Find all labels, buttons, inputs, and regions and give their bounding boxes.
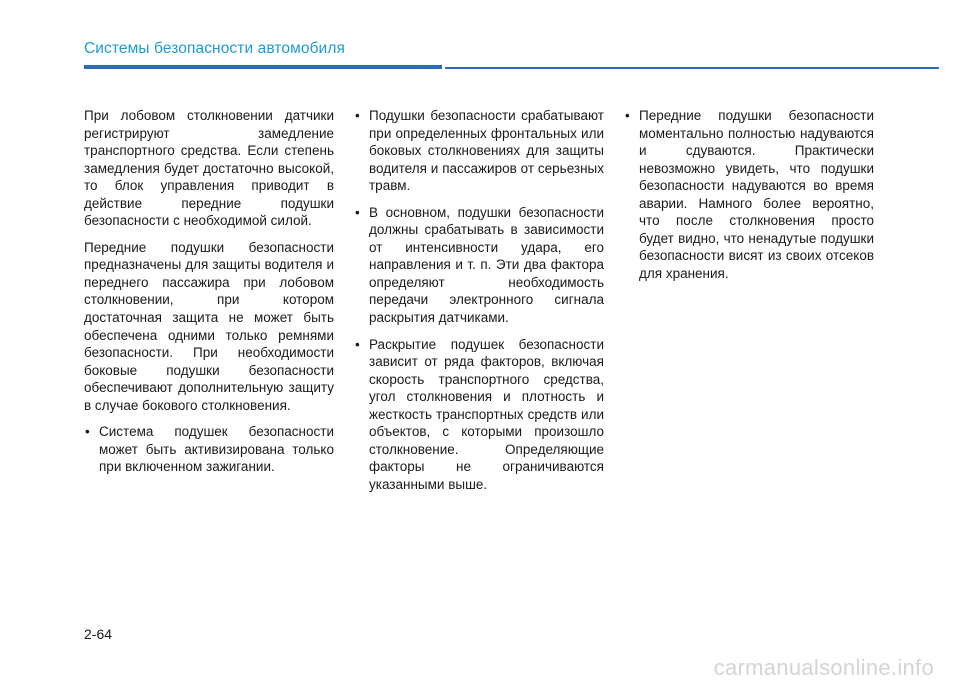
list-item (624, 107, 874, 282)
bullet-icon: • (355, 336, 360, 352)
list-item (354, 204, 604, 327)
bullet-icon: • (355, 204, 360, 220)
text-column-1 (84, 107, 334, 485)
header-rule-thick (84, 65, 442, 69)
list-item-text: Система подушек безопасности может быть активизирована только при включенном зажигании. (99, 424, 334, 475)
list-item (84, 423, 334, 476)
header-rule-thin (445, 67, 939, 69)
bullet-icon: • (625, 108, 630, 123)
paragraph: При лобовом столкновении датчики регистрируют замедление транспортного средства. Если степень замедления будет достаточно высокой, то блок управления приводит в действие передние подушки безопасности с необходимой силой. (84, 108, 334, 229)
text-column-2 (354, 107, 604, 502)
watermark: carmanualsonline.info (713, 655, 934, 680)
bullet-list (354, 107, 604, 493)
list-item (354, 336, 604, 494)
page-number: 2-64 (84, 626, 113, 642)
list-item (354, 107, 604, 195)
paragraph: Передние подушки безопасности предназначены для защиты водителя и переднего пассажира при лобовом столкновении, при котором достаточная защита не может быть обеспечена одними только ремнями безопасности. При необходимости боковые подушки безопасности обеспечивают дополнительную защиту в случае бокового столкновения. (84, 239, 334, 413)
bullet-icon: • (85, 424, 90, 440)
list-item-text: В основном, подушки безопасности должны срабатывать в зависимости от интенсивности удара, его направления и т. п. Эти два фактора определяют необходимость передачи электронного сигнала раскрытия датчиками. (369, 204, 604, 326)
bullet-list (624, 107, 874, 282)
list-item-text: Передние подушки безопасности моментально полностью надуваются и сдуваются. Практически невозможно увидеть, что подушки безопасности надуваются во время аварии. Намного более вероятно, что после столкновения просто будет видно, что ненадутые подушки безопасности висят из своих отсеков для хранения. (639, 108, 874, 281)
text-column-3 (624, 107, 874, 291)
section-title: Системы безопасности автомобиля (84, 40, 345, 57)
list-item-text: Раскрытие подушек безопасности зависит от ряда факторов, включая скорость транспортного средства, угол столкновения и плотность и жесткость транспортных средств или объектов, с которыми произошло столкновение. Определяющие факторы не ограничиваются указанными выше. (369, 336, 604, 492)
bullet-icon: • (355, 108, 360, 123)
bullet-list (84, 423, 334, 476)
list-item-text: Подушки безопасности срабатывают при определенных фронтальных или боковых столкновениях для защиты водителя и пассажиров от серьезных травм. (369, 108, 604, 194)
